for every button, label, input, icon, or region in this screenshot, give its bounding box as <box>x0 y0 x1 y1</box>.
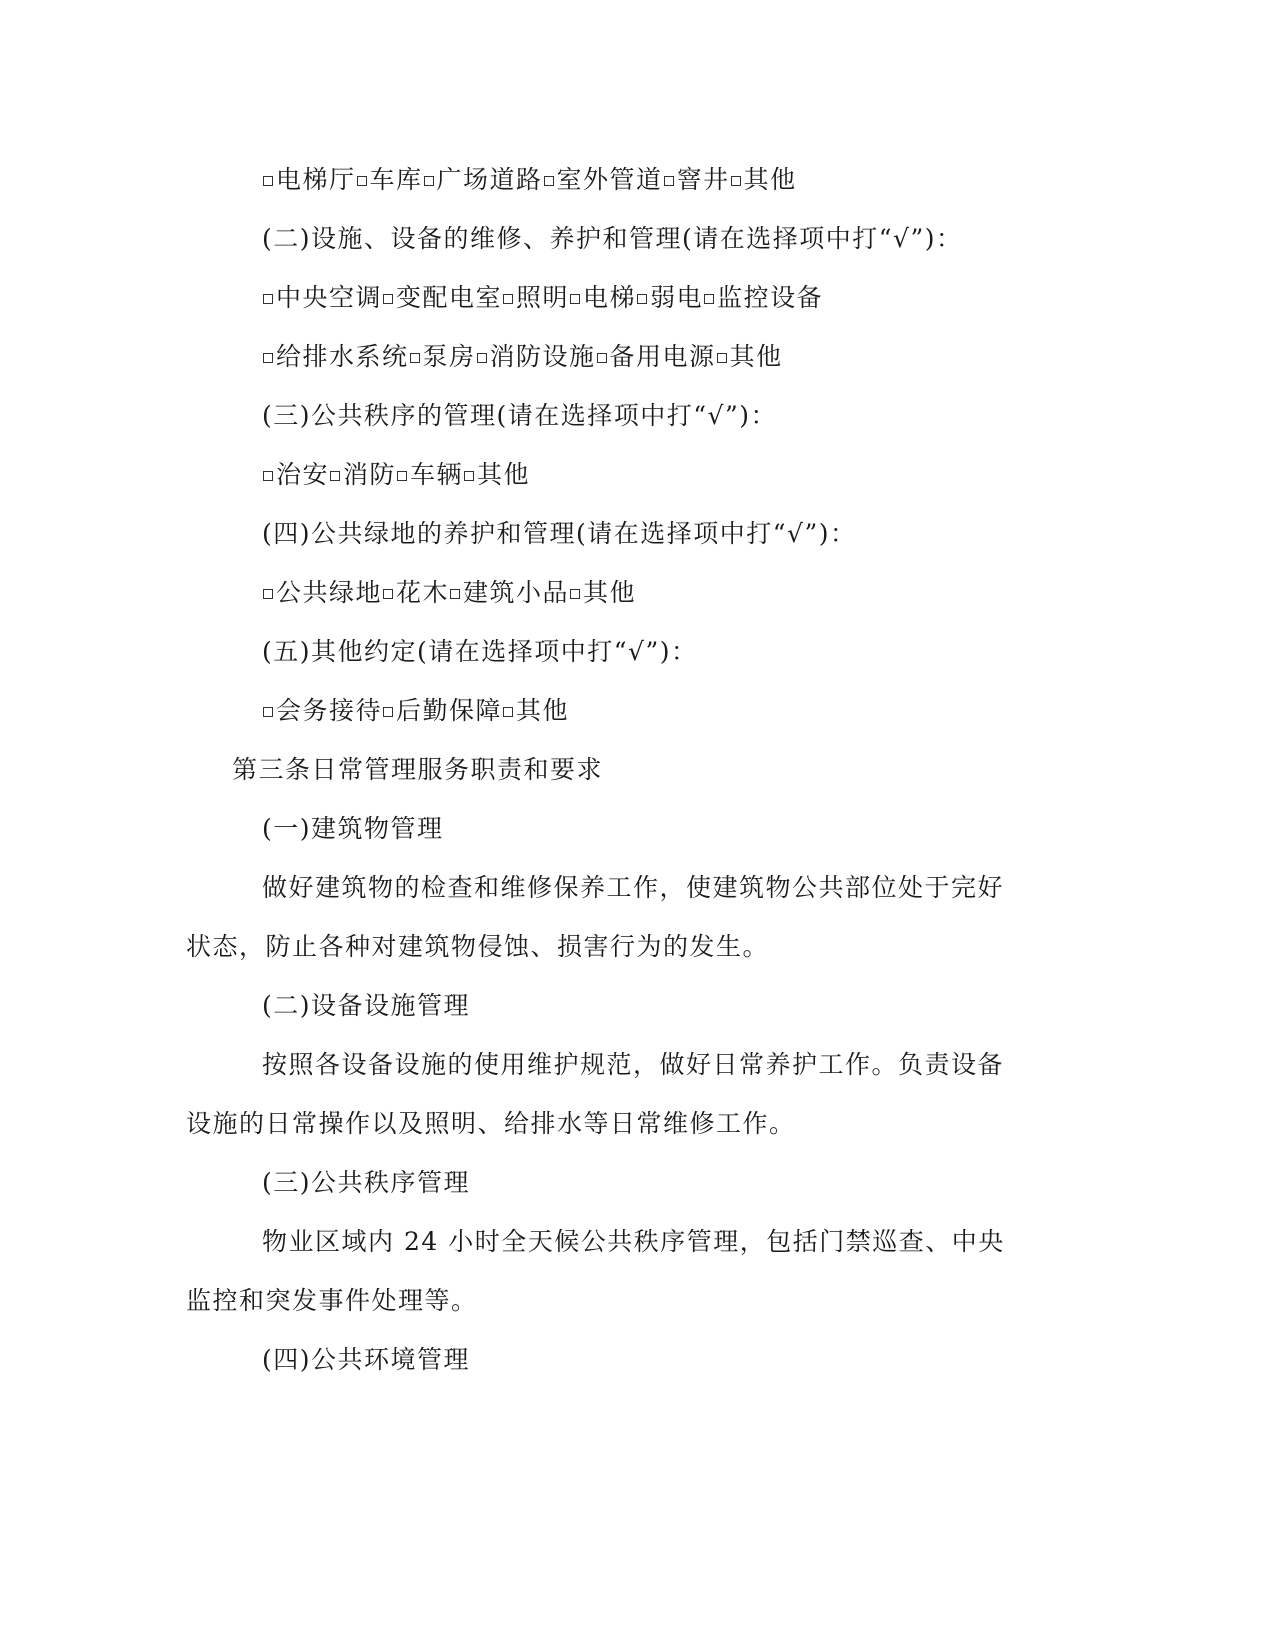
item3-text-line2: 监控和突发事件处理等。 <box>186 1286 478 1315</box>
checkbox[interactable] <box>263 176 273 186</box>
checkbox[interactable] <box>544 176 554 186</box>
item4-heading: (四)公共环境管理 <box>262 1345 471 1374</box>
checkbox[interactable] <box>464 471 474 481</box>
checkbox[interactable] <box>503 707 513 717</box>
section3-options-row <box>262 458 530 492</box>
section5-heading: (五)其他约定(请在选择项中打“√”)： <box>262 637 698 666</box>
checkbox[interactable] <box>357 176 367 186</box>
checkbox[interactable] <box>263 294 273 304</box>
option-label: 窨井 <box>676 165 730 194</box>
section2-options-row1 <box>262 281 823 315</box>
option-label: 花木 <box>396 578 450 607</box>
section4-options-row <box>262 576 636 610</box>
checkbox[interactable] <box>597 353 607 363</box>
option-label: 照明 <box>516 283 570 312</box>
section1-options-row <box>262 163 797 197</box>
option-label: 广场道路 <box>436 165 543 194</box>
option-label: 后勤保障 <box>396 696 503 725</box>
option-label: 会务接待 <box>276 696 383 725</box>
checkbox[interactable] <box>570 294 580 304</box>
option-label: 中央空调 <box>276 283 383 312</box>
checkbox[interactable] <box>450 589 460 599</box>
option-label: 其他 <box>477 460 531 489</box>
checkbox[interactable] <box>383 707 393 717</box>
checkbox[interactable] <box>410 353 420 363</box>
option-label: 其他 <box>583 578 637 607</box>
checkbox[interactable] <box>664 176 674 186</box>
checkbox[interactable] <box>263 471 273 481</box>
option-label: 公共绿地 <box>276 578 383 607</box>
item3-text-line1: 物业区域内 24 小时全天候公共秩序管理，包括门禁巡查、中央 <box>262 1227 1005 1256</box>
option-label: 消防设施 <box>489 342 596 371</box>
checkbox[interactable] <box>397 471 407 481</box>
section2-heading: (二)设施、设备的维修、养护和管理(请在选择项中打“√”)： <box>262 224 963 253</box>
option-label: 治安 <box>276 460 330 489</box>
option-label: 车库 <box>369 165 423 194</box>
checkbox[interactable] <box>263 353 273 363</box>
option-label: 其他 <box>743 165 797 194</box>
option-label: 其他 <box>516 696 570 725</box>
checkbox[interactable] <box>503 294 513 304</box>
checkbox[interactable] <box>731 176 741 186</box>
checkbox[interactable] <box>383 589 393 599</box>
item1-heading: (一)建筑物管理 <box>262 814 444 843</box>
option-label: 变配电室 <box>396 283 503 312</box>
option-label: 监控设备 <box>717 283 824 312</box>
checkbox[interactable] <box>330 471 340 481</box>
option-label: 泵房 <box>422 342 476 371</box>
checkbox[interactable] <box>704 294 714 304</box>
option-label: 备用电源 <box>609 342 716 371</box>
option-label: 建筑小品 <box>463 578 570 607</box>
option-label: 电梯厅 <box>276 165 356 194</box>
option-label: 电梯 <box>583 283 637 312</box>
option-label: 给排水系统 <box>276 342 409 371</box>
option-label: 消防 <box>343 460 397 489</box>
section5-options-row <box>262 694 569 728</box>
item2-heading: (二)设备设施管理 <box>262 991 471 1020</box>
item1-text-line2: 状态，防止各种对建筑物侵蚀、损害行为的发生。 <box>186 932 770 961</box>
checkbox[interactable] <box>717 353 727 363</box>
section4-heading: (四)公共绿地的养护和管理(请在选择项中打“√”)： <box>262 519 857 548</box>
checkbox[interactable] <box>424 176 434 186</box>
section2-options-row2 <box>262 340 783 374</box>
checkbox[interactable] <box>263 707 273 717</box>
item2-text-line2: 设施的日常操作以及照明、给排水等日常维修工作。 <box>186 1109 796 1138</box>
checkbox[interactable] <box>383 294 393 304</box>
option-label: 弱电 <box>650 283 704 312</box>
option-label: 车辆 <box>410 460 464 489</box>
item2-text-line1: 按照各设备设施的使用维护规范，做好日常养护工作。负责设备 <box>262 1050 1005 1079</box>
article3-title: 第三条日常管理服务职责和要求 <box>232 755 604 784</box>
option-label: 室外管道 <box>556 165 663 194</box>
checkbox[interactable] <box>263 589 273 599</box>
section3-heading: (三)公共秩序的管理(请在选择项中打“√”)： <box>262 401 778 430</box>
item3-heading: (三)公共秩序管理 <box>262 1168 471 1197</box>
checkbox[interactable] <box>477 353 487 363</box>
item1-text-line1: 做好建筑物的检查和维修保养工作，使建筑物公共部位处于完好 <box>262 873 1005 902</box>
checkbox[interactable] <box>570 589 580 599</box>
option-label: 其他 <box>729 342 783 371</box>
checkbox[interactable] <box>637 294 647 304</box>
